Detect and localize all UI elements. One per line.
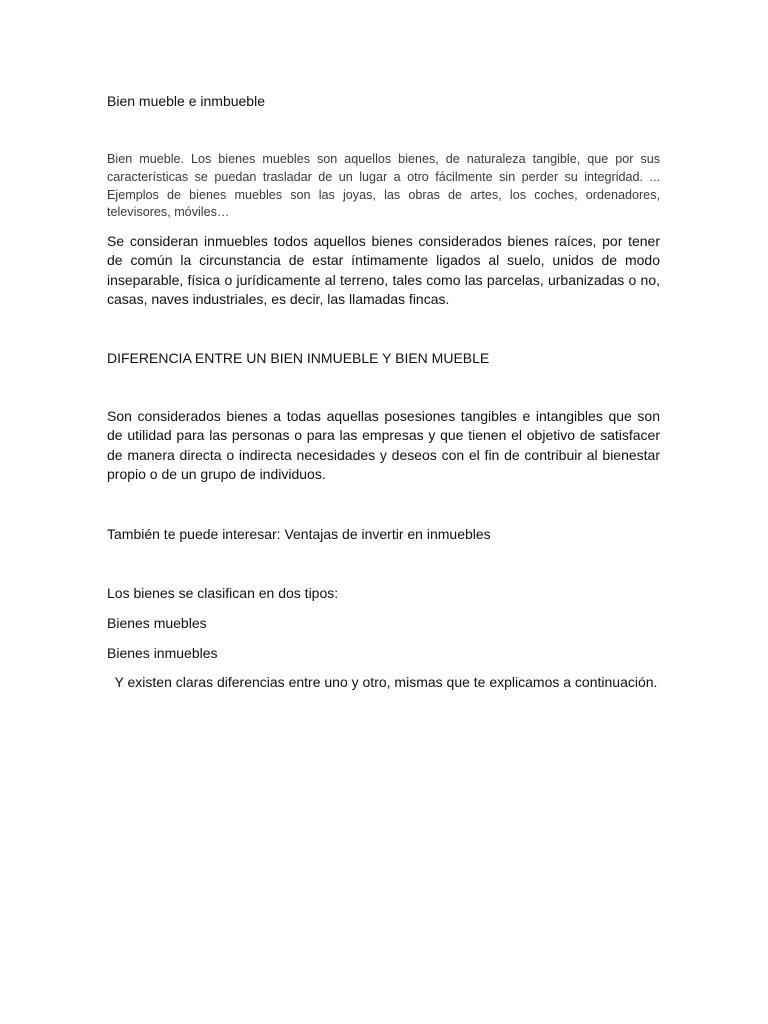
section-heading: DIFERENCIA ENTRE UN BIEN INMUEBLE Y BIEN MUEBLE: [107, 350, 490, 366]
intro-paragraph: Bien mueble. Los bienes muebles son aquellos bienes, de naturaleza tangible, que por sus características se puedan trasladar de un lugar a otro fácilmente sin perder su integridad. ... Ejemplos de bienes muebles son las joyas, las obras de artes, los coches, ordenadores, televisores, móviles…: [107, 152, 660, 220]
differences-paragraph: Y existen claras diferencias entre uno y otro, mismas que te explicamos a continuación.: [107, 674, 658, 690]
type-item-muebles: Bienes muebles: [107, 615, 207, 631]
inmuebles-paragraph: Se consideran inmuebles todos aquellos bienes considerados bienes raíces, por tener de común la circunstancia de estar íntimamente ligados al suelo, unidos de modo inseparable, física o jurídicamente al terreno, tales como las parcelas, urbanizadas o no, casas, naves industriales, es decir, las llamadas fincas.: [107, 233, 660, 308]
type-item-inmuebles: Bienes inmuebles: [107, 645, 218, 661]
related-line: También te puede interesar: Ventajas de invertir en inmuebles: [107, 526, 491, 542]
document-title: Bien mueble e inmbueble: [107, 93, 265, 109]
classification-intro: Los bienes se clasifican en dos tipos:: [107, 585, 339, 601]
bienes-paragraph: Son considerados bienes a todas aquellas posesiones tangibles e intangibles que son de utilidad para las personas o para las empresas y que tienen el objetivo de satisfacer de manera directa o indirecta necesidades y deseos con el fin de contribuir al bienestar propio o de un grupo de individuos.: [107, 408, 660, 483]
